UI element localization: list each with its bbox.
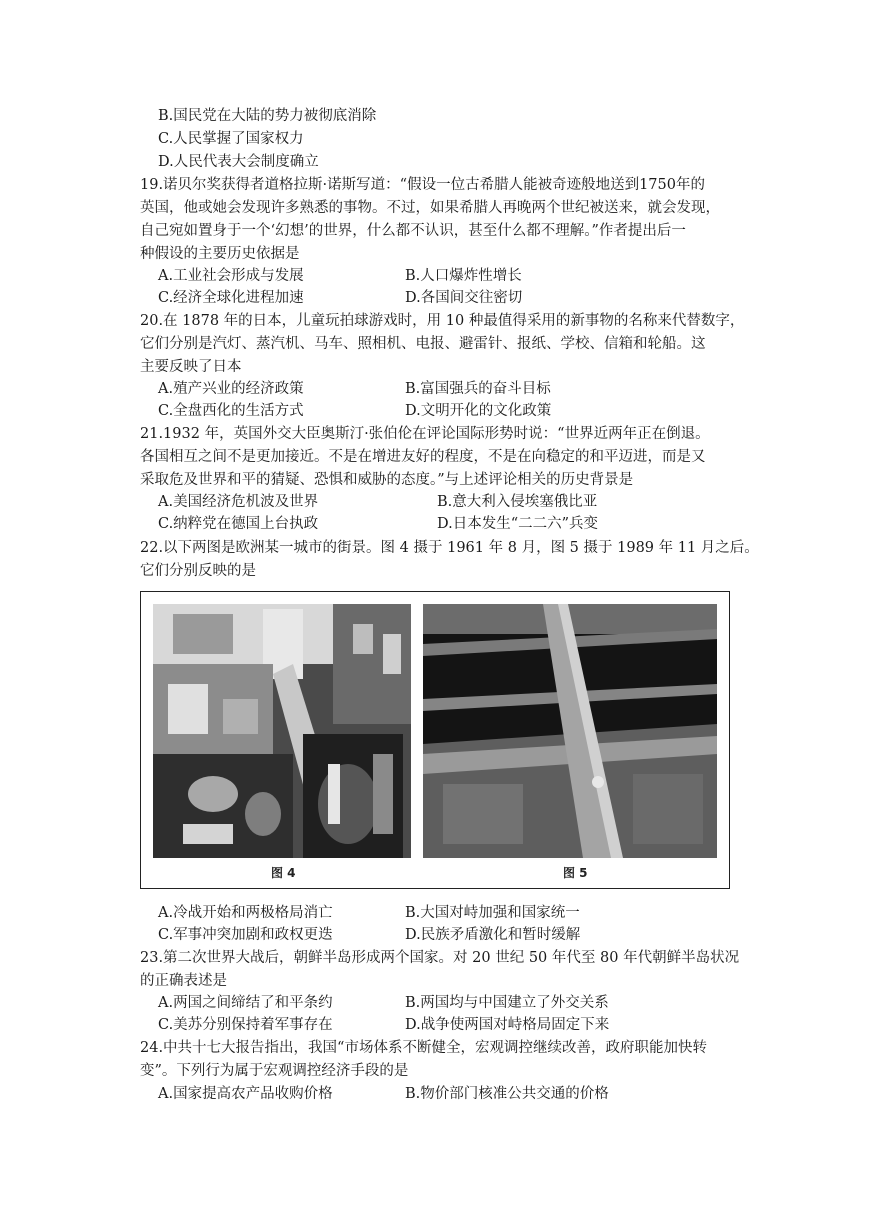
q22-figure (140, 591, 730, 889)
q21-option-d: D.日本发生“二二六”兵变 (437, 516, 599, 532)
q20-stem-line: 20.在 1878 年的日本，儿童玩拍球游戏时，用 10 种最值得采用的新事物的名称来代替数字， (140, 313, 745, 329)
q20-stem-line: 主要反映了日本 (140, 359, 242, 375)
q22-option-b: B.大国对峙加强和国家统一 (405, 905, 580, 921)
q23-stem-line: 23.第二次世界大战后，朝鲜半岛形成两个国家。对 20 世纪 50 年代至 80 年代朝鲜半岛状况 (140, 950, 740, 966)
q19-stem-line: 自己宛如置身于一个‘幻想’的世界，什么都不认识，甚至什么都不理解。”作者提出后一 (140, 223, 686, 239)
q19-option-c: C.经济全球化进程加速 (158, 290, 304, 306)
q23-option-a: A.两国之间缔结了和平条约 (158, 995, 333, 1011)
q22-stem-line: 22.以下两图是欧洲某一城市的街景。图 4 摄于 1961 年 8 月，图 5 摄于 1989 年 11 月之后。 (140, 540, 759, 556)
q21-option-b: B.意大利入侵埃塞俄比亚 (437, 494, 598, 510)
q23-option-b: B.两国均与中国建立了外交关系 (405, 995, 609, 1011)
q20-option-c: C.全盘西化的生活方式 (158, 403, 304, 419)
q19-option-d: D.各国间交往密切 (405, 290, 523, 306)
q19-stem-line: 英国，他或她会发现许多熟悉的事物。不过，如果希腊人再晚两个世纪被送来，就会发现， (140, 200, 720, 216)
q23-stem-line: 的正确表述是 (140, 973, 227, 989)
q21-stem-line: 采取危及世界和平的猜疑、恐惧和威胁的态度。”与上述评论相关的历史背景是 (140, 472, 634, 488)
q22-option-c: C.军事冲突加剧和政权更迭 (158, 927, 333, 943)
q22-option-d: D.民族矛盾激化和暂时缓解 (405, 927, 581, 943)
q21-option-a: A.美国经济危机波及世界 (158, 494, 319, 510)
q23-option-c: C.美苏分别保持着军事存在 (158, 1017, 333, 1033)
q21-option-c: C.纳粹党在德国上台执政 (158, 516, 319, 532)
q19-option-a: A.工业社会形成与发展 (158, 268, 304, 284)
q24-option-a: A.国家提高农产品收购价格 (158, 1086, 333, 1102)
q22-option-a: A.冷战开始和两极格局消亡 (158, 905, 333, 921)
q20-option-a: A.殖产兴业的经济政策 (158, 381, 304, 397)
q19-stem-line: 19.诺贝尔奖获得者道格拉斯·诺斯写道：“假设一位古希腊人能被奇迹般地送到1750年的 (140, 177, 705, 193)
q20-stem-line: 它们分别是汽灯、蒸汽机、马车、照相机、电报、避雷针、报纸、学校、信箱和轮船。这 (140, 336, 706, 352)
q18-option-c: C.人民掌握了国家权力 (158, 131, 304, 147)
q21-stem-line: 各国相互之间不是更加接近。不是在增进友好的程度，不是在向稳定的和平迈进，而是又 (140, 449, 706, 465)
q24-stem-line: 变”。下列行为属于宏观调控经济手段的是 (140, 1063, 409, 1079)
q18-option-b: B.国民党在大陆的势力被彻底消除 (158, 108, 377, 124)
figure-4-caption: 图 4 (271, 866, 296, 880)
q19-stem-line: 种假设的主要历史依据是 (140, 246, 300, 262)
figure-4-photo (153, 604, 411, 858)
q23-option-d: D.战争使两国对峙格局固定下来 (405, 1017, 610, 1033)
q20-option-b: B.富国强兵的奋斗目标 (405, 381, 551, 397)
q24-option-b: B.物价部门核准公共交通的价格 (405, 1086, 609, 1102)
figure-5-caption: 图 5 (563, 866, 588, 880)
q19-option-b: B.人口爆炸性增长 (405, 268, 522, 284)
figure-5-photo (423, 604, 717, 858)
q20-option-d: D.文明开化的文化政策 (405, 403, 552, 419)
q18-option-d: D.人民代表大会制度确立 (158, 154, 319, 170)
q22-stem-line: 它们分别反映的是 (140, 563, 256, 579)
q21-stem-line: 21.1932 年，英国外交大臣奥斯汀·张伯伦在评论国际形势时说：“世界近两年正在倒退。 (140, 426, 710, 442)
q24-stem-line: 24.中共十七大报告指出，我国“市场体系不断健全，宏观调控继续改善，政府职能加快转 (140, 1040, 707, 1056)
